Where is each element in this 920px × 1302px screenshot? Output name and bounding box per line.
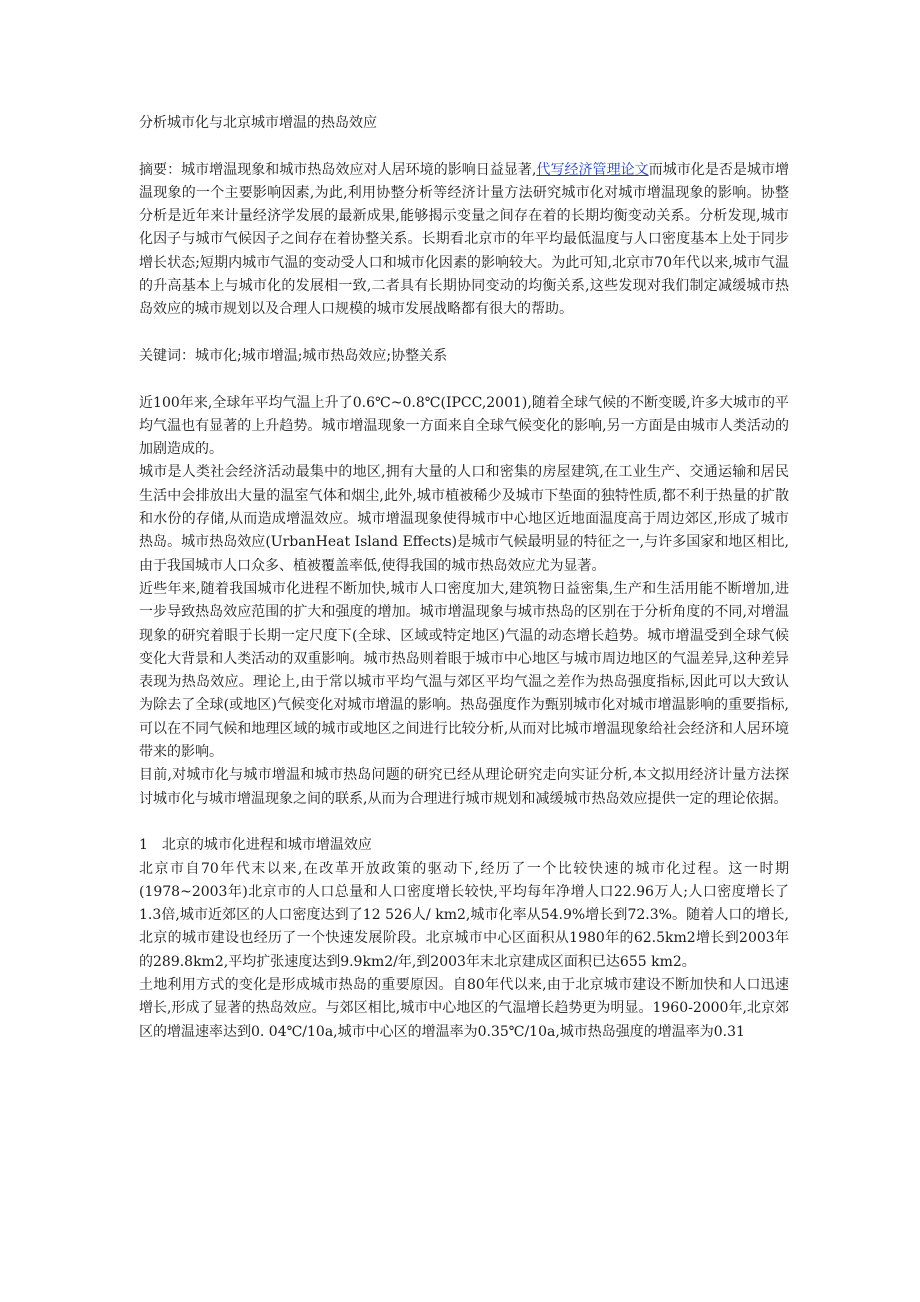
body-paragraph: 近100年来,全球年平均气温上升了0.6℃~0.8℃(IPCC,2001),随着全球气候的不断变暖,许多大城市的平均气温也有显著的上升趋势。城市增温现象一方面来自全球气候变化的影响,另一方面是由城市人类活动的加剧造成的。 [139, 394, 789, 458]
body-paragraph: 城市是人类社会经济活动最集中的地区,拥有大量的人口和密集的房屋建筑,在工业生产、交通运输和居民生活中会排放出大量的温室气体和烟尘,此外,城市植被稀少及城市下垫面的独特性质,都不利于热量的扩散和水份的存储,从而造成增温效应。城市增温现象使得城市中心地区近地面温度高于周边郊区,形成了城市热岛。城市热岛效应(UrbanHeat Island Effects)是城市气候最明显的特征之一,与许多国家和地区相比,由于我国城市人口众多、植被覆盖率低,使得我国的城市热岛效应尤为显著。 [139, 464, 789, 574]
abstract-text-start: 摘要：城市增温现象和城市热岛效应对人居环境的影响日益显著, [139, 161, 537, 178]
body-paragraph: 目前,对城市化与城市增温和城市热岛问题的研究已经从理论研究走向实证分析,本文拟用经济计量方法探讨城市化与城市增温现象之间的联系,从而为合理进行城市规划和减缓城市热岛效应提供一定的理论依据。 [139, 767, 789, 807]
section-paragraph: 北京市自70年代末以来,在改革开放政策的驱动下,经历了一个比较快速的城市化过程。这一时期(1978~2003年)北京市的人口总量和人口密度增长较快,平均每年净增人口22.96万人;人口密度增长了1.3倍,城市近郊区的人口密度达到了12 526人/ km2,城市化率从54.9%增长到72.3%。随着人口的增长,北京的城市建设也经历了一个快速发展阶段。北京城市中心区面积从1980年的62.5km2增长到2003年的289.8km2,平均扩张速度达到9.9km2/年,到2003年末北京建成区面积已达655 km2。 [139, 860, 789, 970]
section-paragraph: 土地利用方式的变化是形成城市热岛的重要原因。自80年代以来,由于北京城市建设不断加快和人口迅速增长,形成了显著的热岛效应。与郊区相比,城市中心地区的气温增长趋势更为明显。1960-2000年,北京郊区的增温速率达到0. 04℃/10a,城市中心区的增温率为0.35℃/10a,城市热岛强度的增温率为0.31 [139, 976, 789, 1040]
abstract-text-end: 而城市化是否是城市增温现象的一个主要影响因素,为此,利用协整分析等经济计量方法研究城市化对城市增温现象的影响。协整分析是近年来计量经济学发展的最新成果,能够揭示变量之间存在着的长期均衡变动关系。分析发现,城市化因子与城市气候因子之间存在着协整关系。长期看北京市的年平均最低温度与人口密度基本上处于同步增长状态;短期内城市气温的变动受人口和城市化因素的影响较大。为此可知,北京市70年代以来,城市气温的升高基本上与城市化的发展相一致,二者具有长期协同变动的均衡关系,这些发现对我们制定减缓城市热岛效应的城市规划以及合理人口规模的城市发展战略都有很大的帮助。 [139, 161, 790, 318]
section-heading: 1 北京的城市化进程和城市增温效应 [139, 837, 372, 854]
document-page [139, 112, 789, 1044]
thesis-writing-link[interactable]: 代写经济管理论文 [536, 161, 649, 178]
body-paragraph: 近些年来,随着我国城市化进程不断加快,城市人口密度加大,建筑物日益密集,生产和生活用能不断增加,进一步导致热岛效应范围的扩大和强度的增加。城市增温现象与城市热岛的区别在于分析角度的不同,对增温现象的研究着眼于长期一定尺度下(全球、区域或特定地区)气温的动态增长趋势。城市增温受到全球气候变化大背景和人类活动的双重影响。城市热岛则着眼于城市中心地区与城市周边地区的气温差异,这种差异表现为热岛效应。理论上,由于常以城市平均气温与郊区平均气温之差作为热岛强度指标,因此可以大致认为除去了全球(或地区)气候变化对城市增温的影响。热岛强度作为甄别城市化对城市增温影响的重要指标,可以在不同气候和地理区域的城市或地区之间进行比较分析,从而对比城市增温现象给社会经济和人居环境带来的影响。 [139, 580, 789, 761]
document-title: 分析城市化与北京城市增温的热岛效应 [139, 115, 377, 131]
abstract-paragraph [139, 159, 789, 322]
keywords: 关键词：城市化;城市增温;城市热岛效应;协整关系 [139, 347, 448, 364]
